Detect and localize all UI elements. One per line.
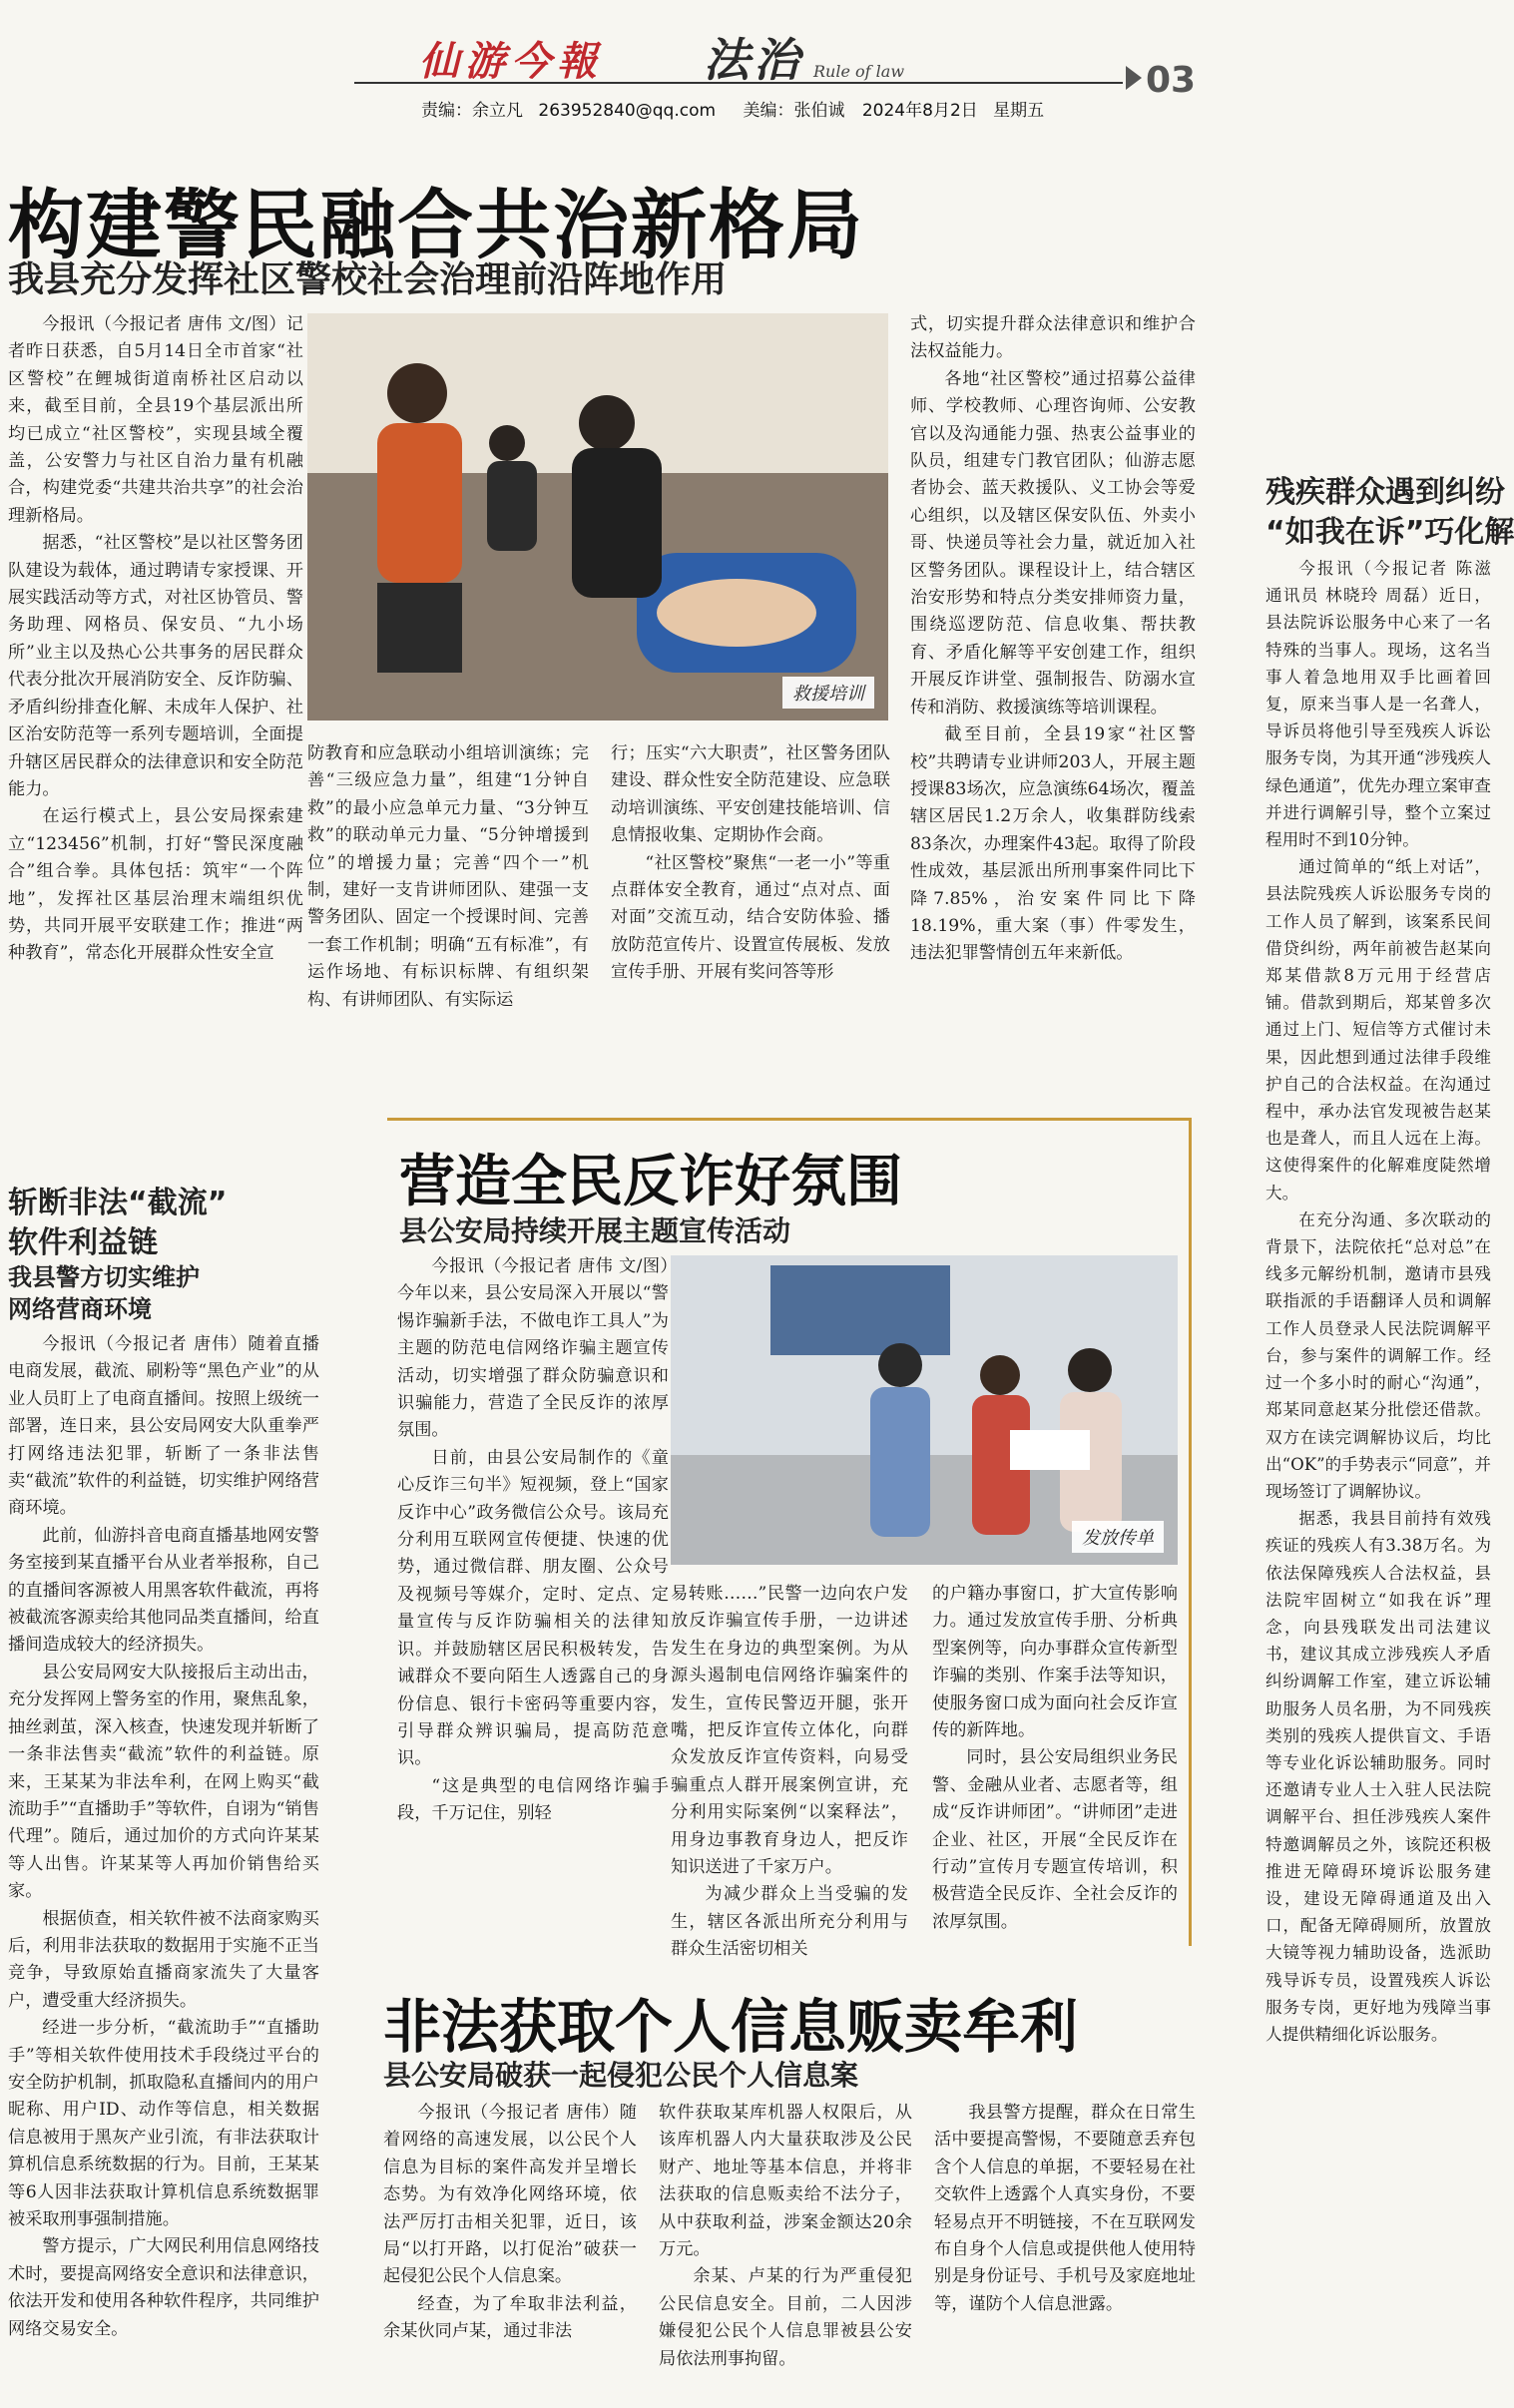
article2-column-3: [932, 1581, 1178, 1942]
article1-para: 在运行模式上，县公安局探索建立“123456”机制，打好“警民深度融合”组合拳。具体包括：筑牢“一个阵地”，发挥社区基层治理末端组织优势，共同开展平安联建工作；推进“两种教育”，常态化开展群众性安全宣: [8, 806, 303, 964]
article3-para: 警方提示，广大网民利用信息网络技术时，要提高网络安全意识和法律意识，依法开发和使用各种软件程序，共同维护网络交易安全。: [8, 2236, 319, 2339]
article4-title: 残疾群众遇到纠纷: [1265, 475, 1505, 510]
article5-column-2: [659, 2100, 912, 2399]
article5-title: 非法获取个人信息贩卖牟利: [383, 1993, 1079, 2061]
article1-column-4: [910, 311, 1196, 1080]
article1-column-1: [8, 311, 303, 1070]
paper-name: 仙游今報: [419, 38, 603, 85]
article2-para: “这是典型的电信网络诈骗手段，千万记住，别轻: [397, 1775, 669, 1824]
section-name: 法治: [704, 33, 803, 87]
article4-body: [1265, 555, 1491, 2241]
article3-subtitle-2: 网络营商环境: [8, 1295, 152, 1323]
article2-title: 营造全民反诈好氛围: [399, 1150, 902, 1214]
article1-para: 式，切实提升群众法律意识和维护合法权益能力。: [910, 314, 1196, 362]
article5-column-3: [934, 2100, 1196, 2399]
article2-para: 为减少群众上当受骗的发生，辖区各派出所充分利用与群众生活密切相关: [671, 1884, 908, 1960]
article5-para: 软件获取某库机器人权限后，从该库机器人内大量获取涉及公民财产、地址等基本信息，并将非法获取的信息贩卖给不法分子，从中获取利益，涉案金额达20余万元。: [659, 2103, 912, 2260]
article4-para: 通过简单的“纸上对话”，县法院残疾人诉讼服务专岗的工作人员了解到，该案系民间借贷纠纷，两年前被告赵某向郑某借款8万元用于经营店铺。借款到期后，郑某曾多次通过上门、短信等方式催讨未果，因此想到通过法律手段维护自己的合法权益。在沟通过程中，承办法官发现被告赵某也是聋人，而且人远在上海。这使得案件的化解难度陡然增大。: [1265, 857, 1491, 1203]
article5-para: 经查，为了牟取非法利益，余某伙同卢某，通过非法: [383, 2293, 637, 2342]
article4-para: 在充分沟通、多次联动的背景下，法院依托“总对总”在线多元解纷机制，邀请市县残联指派的手语翻译人员和调解工作人员登录人民法院调解平台，参与案件的调解工作。经过一个多小时的耐心“沟通”，郑某同意赵某分批偿还借款。双方在读完调解协议后，均比出“OK”的手势表示“同意”，并现场签订了调解协议。: [1265, 1209, 1491, 1501]
article1-photo-caption: 救援培训: [782, 677, 874, 709]
article1-column-3: [611, 740, 890, 1080]
flyer-distribution-illustration: [671, 1255, 1178, 1565]
issue-weekday: 星期五: [993, 101, 1045, 121]
article3-subtitle-1: 我县警方切实维护: [8, 1263, 200, 1291]
article2-para: 同时，县公安局组织业务民警、金融从业者、志愿者等，组成“反诈讲师团”。“讲师团”走进企业、社区，开展“全民反诈在行动”宣传月专题宣传培训，积极营造全民反诈、全社会反诈的浓厚氛围。: [932, 1747, 1178, 1932]
article2-para: 易转账……”民警一边向农户发放反诈骗宣传手册，一边讲述发生在身边的典型案例。为从源头遏制电信网络诈骗案件的发生，宣传民警迈开腿，张开嘴，把反诈宣传立体化，向群众发放反诈宣传资料，向易受骗重点人群开展案例宣讲，充分利用实际案例“以案释法”，用身边事教育身边人，把反诈知识送进了千家万户。: [671, 1584, 908, 1878]
article2-photo-caption: 发放传单: [1072, 1521, 1164, 1553]
article5-column-1: [383, 2100, 637, 2399]
article2-photo: [671, 1255, 1178, 1565]
article2-para: 的户籍办事窗口，扩大宣传影响力。通过发放宣传手册、分析典型案例等，向办事群众宣传新型诈骗的类别、作案手法等知识，使服务窗口成为面向社会反诈宣传的新阵地。: [932, 1584, 1178, 1741]
issue-date: 2024年8月2日: [861, 101, 978, 121]
article2-subtitle: 县公安局持续开展主题宣传活动: [399, 1214, 791, 1247]
editor-email: 263952840@qq.com: [538, 101, 717, 121]
article4-para: 据悉，我县目前持有效残疾证的残疾人有3.38万名。为依法保障残疾人合法权益，县法院牢固树立“如我在诉”理念，向县残联发出司法建议书，建议其成立涉残疾人矛盾纠纷调解工作室，建立诉讼辅助服务人员名册，为不同残疾类别的残疾人提供盲文、手语等专业化诉讼辅助服务。同时还邀请专业人士入驻人民法院调解平台、担任涉残疾人案件特邀调解员之外，该院还积极推进无障碍环境诉讼服务建设，建设无障碍通道及出入口，配备无障碍厕所，放置放大镜等视力辅助设备，选派助残导诉专员，设置残疾人诉讼服务专岗，更好地为残障当事人提供精细化诉讼服务。: [1265, 1509, 1491, 2044]
editor: 责编：余立凡: [421, 101, 523, 121]
article2-column-1: [397, 1253, 669, 1942]
article3-para: 县公安局网安大队接报后主动出击，充分发挥网上警务室的作用，聚焦乱象，抽丝剥茧，深入核查，快速发现并斩断了一条非法售卖“截流”软件的利益链。原来，王某某为非法牟利，在网上购买“截流助手”“直播助手”等软件，自诩为“销售代理”。随后，通过加价的方式向许某某等人出售。许某某等人再加价销售给买家。: [8, 1662, 319, 1902]
designer: 美编：张伯诚: [743, 101, 845, 121]
article4-para: 今报讯（今报记者 陈滋 通讯员 林晓玲 周磊）近日，县法院诉讼服务中心来了一名特殊的当事人。现场，这名当事人着急地用双手比画着回复，原来当事人是一名聋人，导诉员将他引导至残疾人诉讼服务专岗，为其开通“涉残疾人绿色通道”，优先办理立案审查并进行调解引导，整个立案过程用时不到10分钟。: [1265, 559, 1491, 850]
article2-para: 日前，由县公安局制作的《童心反诈三句半》短视频，登上“国家反诈中心”政务微信公众号。该局充分利用互联网宣传便捷、快速的优势，通过微信群、朋友圈、公众号及视频号等媒介，定时、定点、定量宣传与反诈防骗相关的法律知识。并鼓励辖区居民积极转发，告诫群众不要向陌生人透露自己的身份信息、银行卡密码等重要内容，引导群众辨识骗局，提高防范意识。: [397, 1447, 669, 1769]
section-en: Rule of law: [813, 62, 905, 81]
article1-para: 截至目前，全县19家“社区警校”共聘请专业讲师203人，开展主题授课83场次，应急演练64场次，覆盖辖区居民1.2万余人，收集群防线索83条次，办理案件43起。取得了阶段性成效，基层派出所刑事案件同比下降7.85%，治安案件同比下降18.19%，重大案（事）件零发生，违法犯罪警情创五年来新低。: [910, 724, 1196, 964]
article1-para: 据悉，“社区警校”是以社区警务团队建设为载体，通过聘请专家授课、开展实践活动等方式，对社区协管员、警务助理、网格员、保安员、“九小场所”业主以及热心公共事务的居民群众代表分批次开展消防安全、反诈防骗、矛盾纠纷排查化解、未成年人保护、社区治安防范等一系列专题培训，全面提升辖区居民群众的法律意识和安全防范能力。: [8, 533, 303, 799]
page-number: 03: [1146, 60, 1197, 101]
article5-para: 我县警方提醒，群众在日常生活中要提高警惕，不要随意丢弃包含个人信息的单据，不要轻易在社交软件上透露个人真实身份，不要轻易点开不明链接，不在互联网发布自身个人信息或提供他人使用特别是身份证号、手机号及家庭地址等，谨防个人信息泄露。: [934, 2103, 1196, 2314]
article2-column-2: [671, 1581, 908, 1960]
rescue-training-illustration: [307, 313, 888, 721]
article1-photo: [307, 313, 888, 721]
article3-title-2: 软件利益链: [8, 1225, 158, 1260]
article1-subtitle: 我县充分发挥社区警校社会治理前沿阵地作用: [8, 259, 728, 300]
article3-para: 经进一步分析，“截流助手”“直播助手”等相关软件使用技术手段绕过平台的安全防护机制，抓取隐私直播间内的用户昵称、用户ID、动作等信息，相关数据信息被用于黑灰产业引流，有非法获取计算机信息系统数据的行为。目前，王某某等6人因非法获取计算机信息系统数据罪被采取刑事强制措施。: [8, 2018, 319, 2229]
article3-para: 此前，仙游抖音电商直播基地网安警务室接到某直播平台从业者举报称，自己的直播间客源被人用黑客软件截流，再将被截流客源卖给其他同品类直播间，给直播间造成较大的经济损失。: [8, 1525, 319, 1656]
article5-subtitle: 县公安局破获一起侵犯公民个人信息案: [383, 2059, 859, 2092]
article1-para: “社区警校”聚焦“一老一小”等重点群体安全教育，通过“点对点、面对面”交流互动，结合安防体验、播放防范宣传片、设置宣传展板、发放宣传手册、开展有奖问答等形: [611, 852, 890, 983]
article3-para: 今报讯（今报记者 唐伟）随着直播电商发展，截流、刷粉等“黑色产业”的从业人员盯上了电商直播间。按照上级统一部署，连日来，县公安局网安大队重拳严打网络违法犯罪，斩断了一条非法售卖“截流”软件的利益链，切实维护网络营商环境。: [8, 1334, 319, 1519]
article1-para: 行；压实“六大职责”，社区警务团队建设、群众性安全防范建设、应急联动培训演练、平安创建技能培训、信息情报收集、定期协作会商。: [611, 743, 890, 846]
article3-para: 根据侦查，相关软件被不法商家购买后，利用非法获取的数据用于实施不正当竞争，导致原始直播商家流失了大量客户，遭受重大经济损失。: [8, 1908, 319, 2011]
article5-para: 今报讯（今报记者 唐伟）随着网络的高速发展，以公民个人信息为目标的案件高发并呈增长态势。为有效净化网络环境，依法严厉打击相关犯罪，近日，该局“以打开路，以打促治”破获一起侵犯公民个人信息案。: [383, 2103, 637, 2287]
article1-para: 各地“社区警校”通过招募公益律师、学校教师、心理咨询师、公安教官以及沟通能力强、热衷公益事业的队员，组建专门教官团队；仙游志愿者协会、蓝天救援队、义工协会等爱心组织，以及辖区保安队伍、外卖小哥、快递员等社会力量，就近加入社区警务团队。课程设计上，结合辖区治安形势和特点分类安排师资力量，围绕巡逻防范、信息收集、帮扶教育、矛盾化解等平安创建工作，组织开展反诈讲堂、强制报告、防溺水宣传和消防、救援演练等培训课程。: [910, 368, 1196, 718]
article1-para: 防教育和应急联动小组培训演练；完善“三级应急力量”，组建“1分钟自救”的最小应急单元力量、“3分钟互救”的联动单元力量、“5分钟增援到位”的增援力量；完善“四个一”机制，建好一支肯讲师团队、建强一支警务团队、固定一个授课时间、完善一套工作机制；明确“五有标准”，有运作场地、有标识标牌、有组织架构、有讲师团队、有实际运: [307, 743, 589, 1010]
article4-title-2: “如我在诉”巧化解: [1265, 515, 1514, 550]
editor-line: [421, 96, 1044, 121]
page-arrow-icon: [1126, 66, 1142, 90]
article2-para: 今报讯（今报记者 唐伟 文/图）今年以来，县公安局深入开展以“警惕诈骗新手法，不做电诈工具人”为主题的防范电信网络诈骗主题宣传活动，切实增强了群众防骗意识和识骗能力，营造了全民反诈的浓厚氛围。: [397, 1256, 669, 1441]
article1-title: 构建警民融合共治新格局: [8, 181, 864, 269]
article3-body: [8, 1331, 319, 2379]
article1-column-2: [307, 740, 589, 1080]
article1-para: 今报讯（今报记者 唐伟 文/图）记者昨日获悉，自5月14日全市首家“社区警校”在鲤城街道南桥社区启动以来，截至目前，全县19个基层派出所均已成立“社区警校”，实现县域全覆盖，公安警力与社区自治力量有机融合，构建党委“共建共治共享”的社会治理新格局。: [8, 314, 303, 526]
article3-title: 斩断非法“截流”: [8, 1186, 228, 1220]
article5-para: 余某、卢某的行为严重侵犯公民信息安全。目前，二人因涉嫌侵犯公民个人信息罪被县公安局依法刑事拘留。: [659, 2266, 912, 2369]
